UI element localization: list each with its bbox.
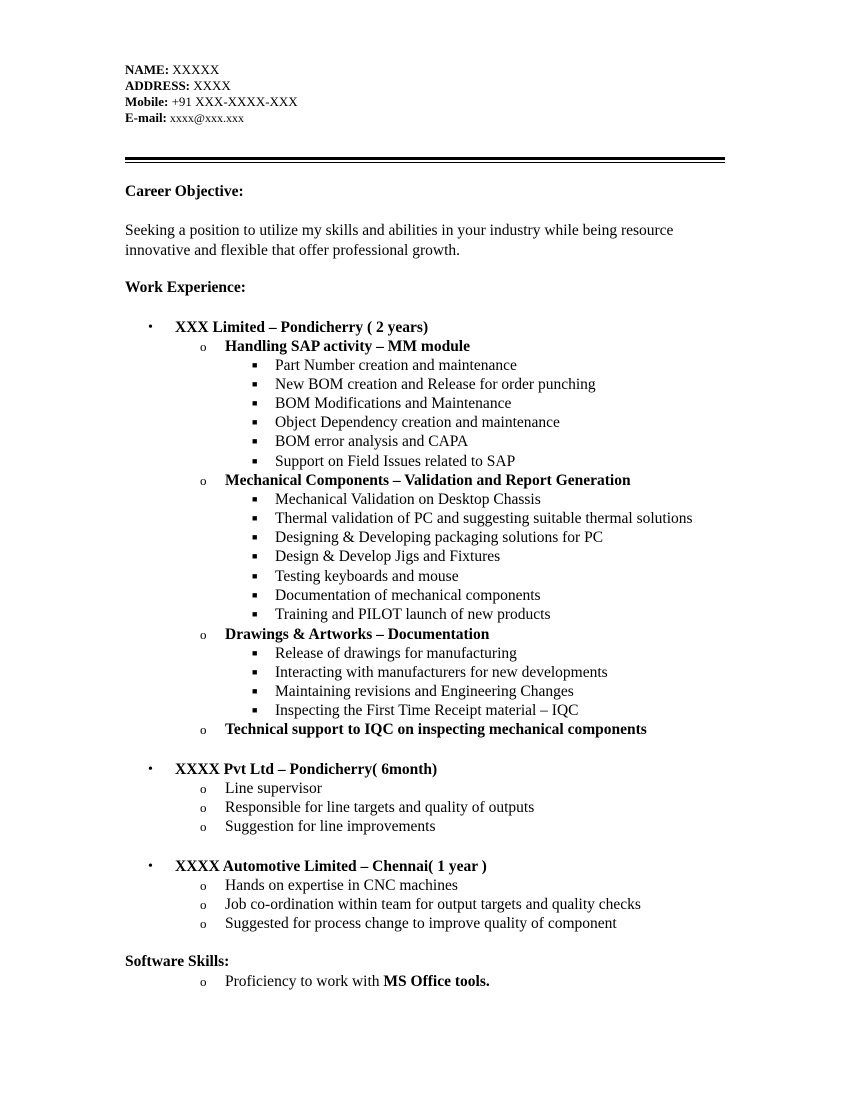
list-item: BOM Modifications and Maintenance	[275, 395, 512, 412]
list-item: Thermal validation of PC and suggesting suitable thermal solutions	[275, 510, 693, 527]
career-line: Seeking a position to utilize my skills and abilities in your industry while being resource	[125, 222, 674, 239]
square-marker: ■	[252, 379, 258, 389]
circle-marker: o	[200, 627, 207, 642]
square-marker: ■	[252, 513, 258, 523]
list-item: Interacting with manufacturers for new developments	[275, 664, 608, 681]
career-objective-text	[125, 221, 730, 261]
list-item: Part Number creation and maintenance	[275, 357, 517, 374]
square-marker: ■	[252, 551, 258, 561]
square-marker: ■	[252, 532, 258, 542]
list-item: Object Dependency creation and maintenance	[275, 414, 560, 431]
list-item: Maintaining revisions and Engineering Changes	[275, 683, 574, 700]
bullet-marker: •	[148, 859, 153, 874]
bullet-marker: •	[148, 320, 153, 335]
list-item: BOM error analysis and CAPA	[275, 433, 469, 450]
square-marker: ■	[252, 667, 258, 677]
circle-marker: o	[200, 473, 207, 488]
square-marker: ■	[252, 590, 258, 600]
list-item: Suggested for process change to improve quality of component	[225, 915, 617, 932]
list-item: Line supervisor	[225, 780, 322, 797]
group-title: Technical support to IQC on inspecting mechanical components	[225, 721, 647, 738]
work-experience-heading: Work Experience:	[125, 279, 246, 296]
list-item: Training and PILOT launch of new products	[275, 606, 551, 623]
group-title: Handling SAP activity – MM module	[225, 338, 470, 355]
square-marker: ■	[252, 436, 258, 446]
list-item: Hands on expertise in CNC machines	[225, 877, 458, 894]
job-title: XXX Limited – Pondicherry ( 2 years)	[175, 319, 429, 336]
square-marker: ■	[252, 648, 258, 658]
list-item: Designing & Developing packaging solutions for PC	[275, 529, 604, 546]
list-item: Testing keyboards and mouse	[275, 568, 459, 585]
contact-block	[125, 62, 298, 126]
circle-marker: o	[200, 916, 207, 931]
circle-marker: o	[200, 897, 207, 912]
list-item: Inspecting the First Time Receipt material – IQC	[275, 702, 579, 719]
list-item: Job co-ordination within team for output targets and quality checks	[225, 896, 641, 913]
career-objective-heading: Career Objective:	[125, 183, 244, 200]
header-divider-thin	[125, 162, 725, 163]
square-marker: ■	[252, 609, 258, 619]
circle-marker: o	[200, 878, 207, 893]
list-item: Responsible for line targets and quality of outputs	[225, 799, 535, 816]
mobile-row: Mobile: +91 XXX-XXXX-XXX	[125, 94, 298, 109]
name-row: NAME: XXXXX	[125, 62, 220, 77]
circle-marker: o	[200, 800, 207, 815]
header-divider-thick	[125, 157, 725, 160]
career-line: innovative and flexible that offer professional growth.	[125, 242, 461, 259]
square-marker: ■	[252, 360, 258, 370]
list-item: Mechanical Validation on Desktop Chassis	[275, 491, 541, 508]
square-marker: ■	[252, 705, 258, 715]
list-item: New BOM creation and Release for order punching	[275, 376, 596, 393]
list-item: Suggestion for line improvements	[225, 818, 436, 835]
circle-marker: o	[200, 974, 207, 989]
address-row: ADDRESS: XXXX	[125, 78, 231, 93]
job-title: XXXX Pvt Ltd – Pondicherry( 6month)	[175, 761, 438, 778]
group-title: Mechanical Components – Validation and Report Generation	[225, 472, 631, 489]
circle-marker: o	[200, 819, 207, 834]
software-skill-item: Proficiency to work with MS Office tools.	[225, 973, 490, 990]
circle-marker: o	[200, 722, 207, 737]
square-marker: ■	[252, 398, 258, 408]
bullet-marker: •	[148, 762, 153, 777]
job-title: XXXX Automotive Limited – Chennai( 1 year )	[175, 858, 487, 875]
circle-marker: o	[200, 781, 207, 796]
list-item: Support on Field Issues related to SAP	[275, 453, 516, 470]
list-item: Documentation of mechanical components	[275, 587, 541, 604]
square-marker: ■	[252, 686, 258, 696]
square-marker: ■	[252, 417, 258, 427]
email-row: E-mail: xxxx@xxx.xxx	[125, 110, 244, 125]
square-marker: ■	[252, 571, 258, 581]
software-skills-heading: Software Skills:	[125, 953, 230, 970]
square-marker: ■	[252, 456, 258, 466]
list-item: Release of drawings for manufacturing	[275, 645, 517, 662]
group-title: Drawings & Artworks – Documentation	[225, 626, 490, 643]
circle-marker: o	[200, 339, 207, 354]
square-marker: ■	[252, 494, 258, 504]
list-item: Design & Develop Jigs and Fixtures	[275, 548, 501, 565]
